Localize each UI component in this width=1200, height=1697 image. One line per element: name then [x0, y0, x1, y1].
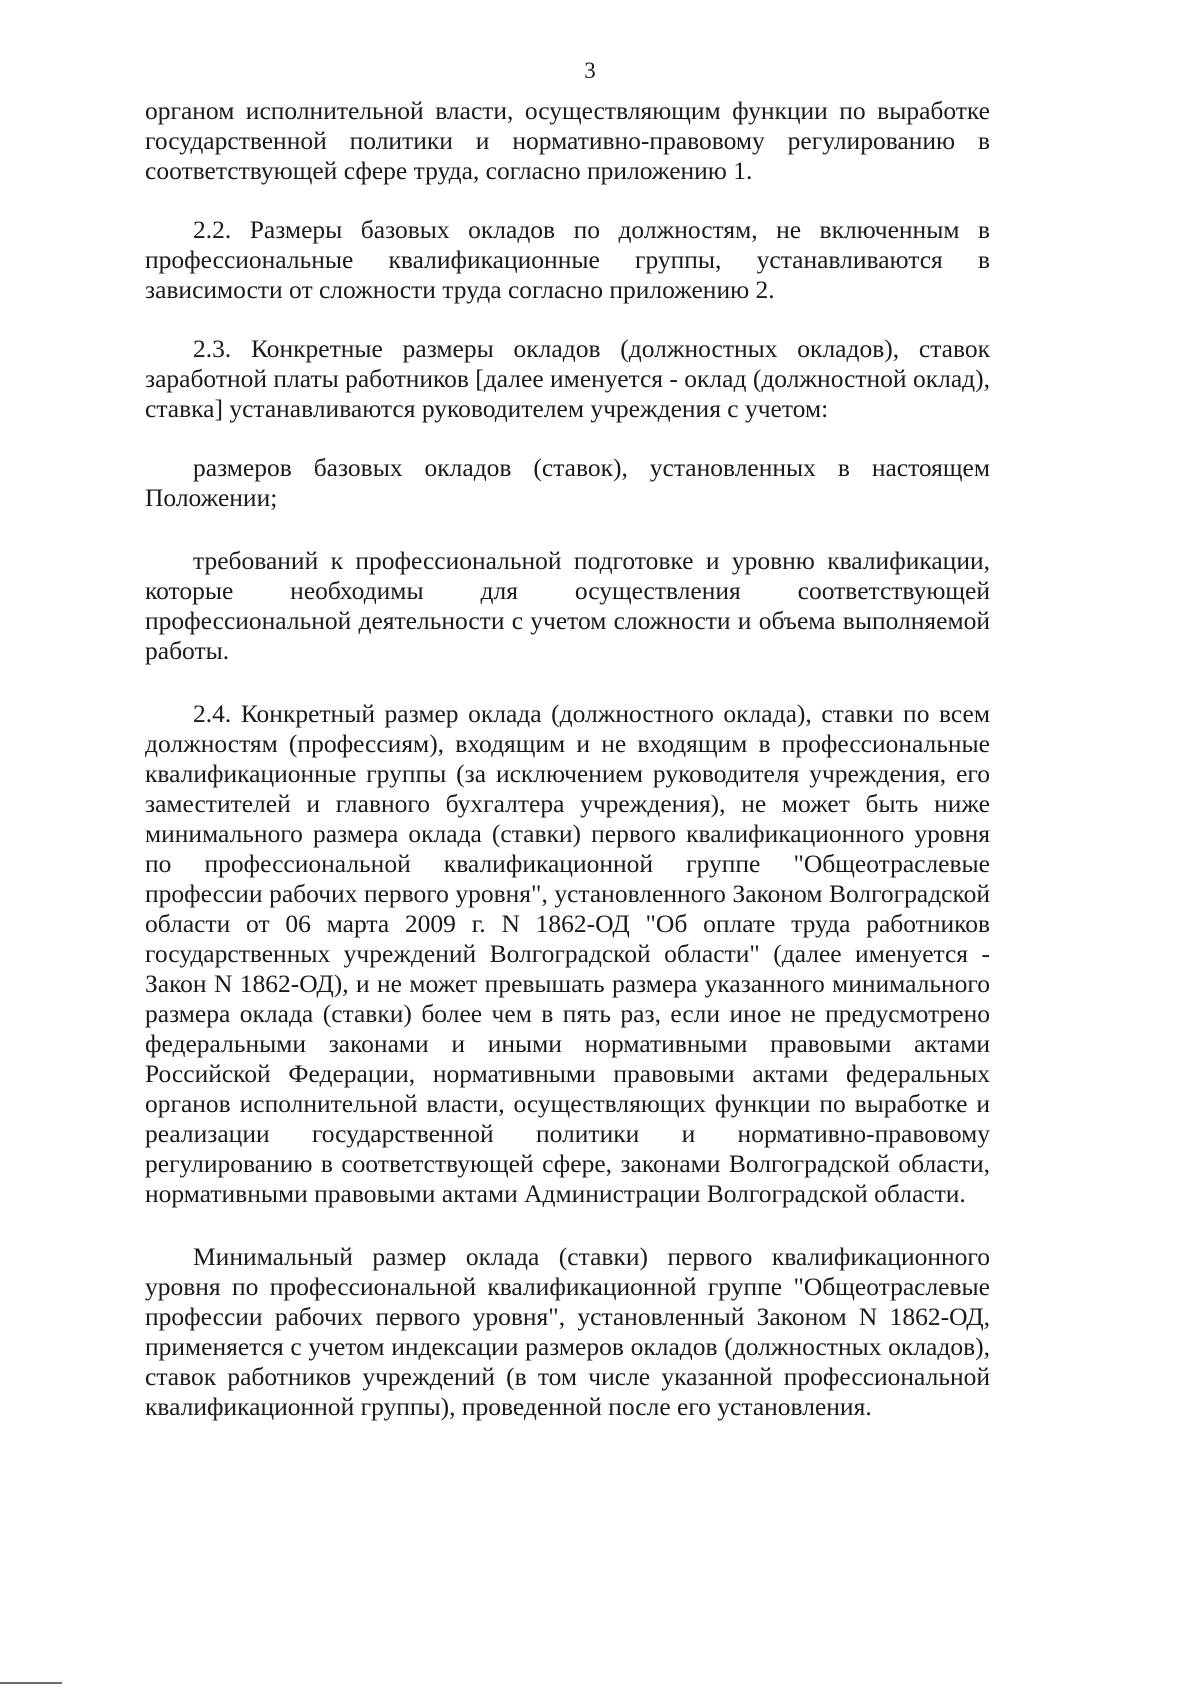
paragraph-continuation: органом исполнительной власти, осуществляющим функции по выработке государственной политики и нормативно-правовому регулированию в соответствующей сфере труда, согласно приложению 1. [145, 96, 990, 185]
paragraph-2-3: 2.3. Конкретные размеры окладов (должностных окладов), ставок заработной платы работников [далее именуется - оклад (должностной оклад), ставка] устанавливаются руководителем учреждения с учетом: [145, 334, 990, 423]
document-body [145, 96, 990, 1422]
page-number: 3 [584, 58, 596, 83]
scan-edge-mark [0, 1682, 62, 1684]
paragraph-2-4: 2.4. Конкретный размер оклада (должностного оклада), ставки по всем должностям (профессиям), входящим и не входящим в профессиональные квалификационные группы (за исключением руководителя учреждения, его заместителей и главного бухгалтера учреждения), не может быть ниже минимального размера оклада (ставки) первого квалификационного уровня по профессиональной квалификационной группе "Общеотраслевые профессии рабочих первого уровня", установленного Законом Волгоградской области от 06 марта 2009 г. N 1862-ОД "Об оплате труда работников государственных учреждений Волгоградской области" (далее именуется - Закон N 1862-ОД), и не может превышать размера указанного минимального размера оклада (ставки) более чем в пять раз, если иное не предусмотрено федеральными законами и иными нормативными правовыми актами Российской Федерации, нормативными правовыми актами федеральных органов исполнительной власти, осуществляющих функции по выработке и реализации государственной политики и нормативно-правовому регулированию в соответствующей сфере, законами Волгоградской области, нормативными правовыми актами Администрации Волгоградской области. [145, 699, 990, 1208]
paragraph-qualification-requirements: требований к профессиональной подготовке и уровню квалификации, которые необходимы для осуществления соответствующей профессиональной деятельности с учетом сложности и объема выполняемой работы. [145, 546, 990, 665]
paragraph-2-2: 2.2. Размеры базовых окладов по должностям, не включенным в профессиональные квалификационные группы, устанавливаются в зависимости от сложности труда согласно приложению 2. [145, 215, 990, 304]
paragraph-base-salaries: размеров базовых окладов (ставок), установленных в настоящем Положении; [145, 453, 990, 512]
paragraph-minimum-salary: Минимальный размер оклада (ставки) первого квалификационного уровня по профессиональной квалификационной группе "Общеотраслевые профессии рабочих первого уровня", установленный Законом N 1862-ОД, применяется с учетом индексации размеров окладов (должностных окладов), ставок работников учреждений (в том числе указанной профессиональной квалификационной группы), проведенной после его установления. [145, 1242, 990, 1421]
